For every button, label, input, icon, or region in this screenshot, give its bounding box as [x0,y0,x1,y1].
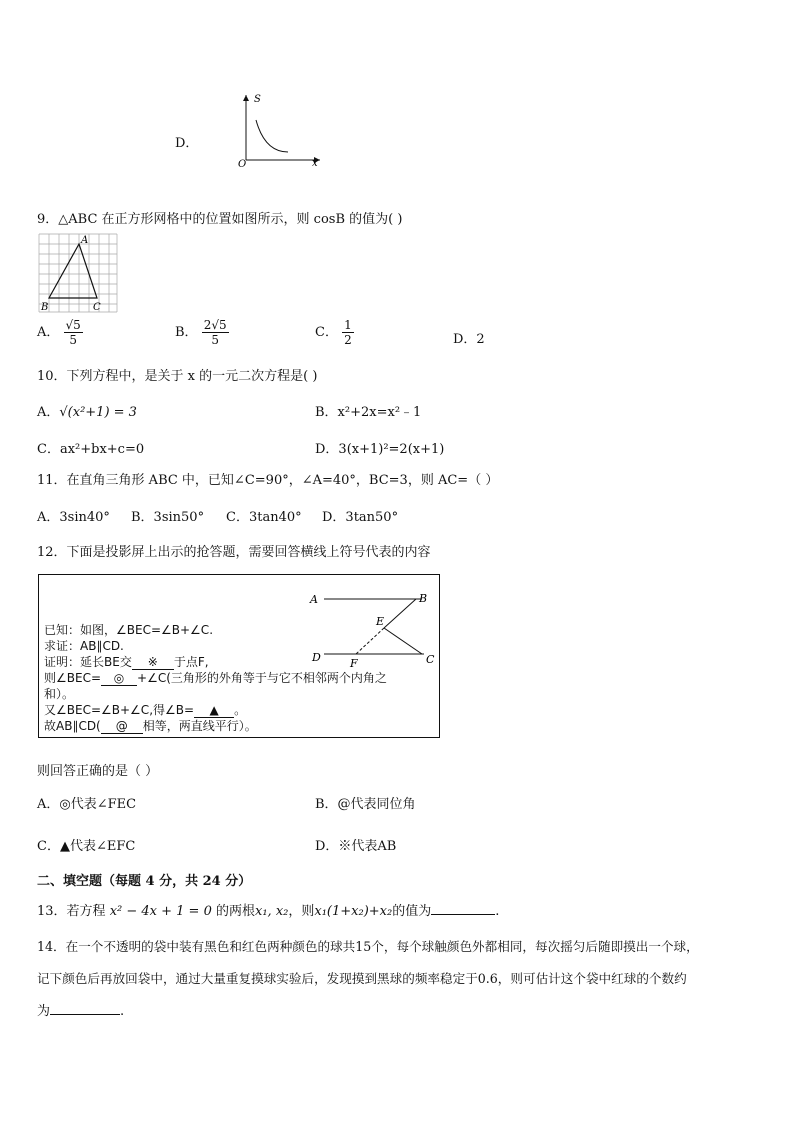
q9-option-c [315,318,354,347]
q14-line-3-a: 为 [37,1004,51,1019]
q12-projection-box [38,574,440,738]
q13-part-e: . [495,904,500,919]
q9-option-a-num: √5 [65,318,81,332]
q10-option-b: B．x²+2x=x²﹣1 [315,405,422,420]
q12-box-proof-1-b: 于点F, [173,655,209,669]
q12-label-a: A [310,593,318,606]
q12-box-proof-1 [44,653,209,670]
q12-option-b: B．@代表同位角 [315,797,416,812]
q9-option-c-den: 2 [344,333,352,347]
q13-part-c: ，则 [288,904,315,919]
q12-label-e: E [376,615,385,628]
q9-option-a [37,318,83,347]
q12-box-proof-4 [44,701,246,718]
q13-part-a: 13．若方程 [37,904,106,919]
q9-label-a: A [81,235,89,246]
q12-blank-circle: ◎ [101,671,137,686]
q9-label-c: C [93,302,101,313]
q12-option-a: A．◎代表∠FEC [37,797,137,812]
q9-option-c-fraction [342,318,354,347]
q12-box-proof-3: 和）。 [44,687,75,701]
q12-label-d: D [312,651,321,664]
q9-option-c-label: C． [315,325,338,340]
q12-box-proof-5-b: 相等，两直线平行）。 [142,719,257,733]
q12-blank-rice: ※ [132,655,174,670]
q9-option-b [175,318,229,347]
q8-graph-origin: O [238,159,247,170]
q12-box-proof-4-b: 。 [234,703,247,717]
q9-grid-figure [37,232,119,314]
q8-graph-d [228,90,328,170]
q14-line-3-b: . [120,1004,125,1019]
q9-option-b-den: 5 [211,333,219,347]
q13-part-b: 的两根 [216,904,256,919]
q9-label-b: B [41,302,49,313]
q14-answer-blank[interactable] [50,1003,120,1015]
q10-option-a-expr: √(x²+1) = 3 [59,405,137,420]
q12-label-c: C [426,653,435,666]
section-2-heading: 二、填空题（每题 4 分，共 24 分） [37,874,252,889]
q13-part-d: 的值为 [392,904,432,919]
q12-ask: 则回答正确的是（ ） [37,764,159,779]
q14-line-2: 记下颜色后再放回袋中，通过大量重复摸球实验后，发现摸到黑球的频率稳定于0.6，则可估计这个袋中红球的个数约 [37,971,687,986]
q12-box-proof-2 [44,669,387,686]
q8-graph-y-label: S [254,94,261,105]
q13 [37,900,499,919]
q12-box-proof-5-a: 故AB∥CD( [44,719,101,733]
q14-line-3 [37,1000,124,1019]
q10-option-d: D．3(x+1)²=2(x+1) [315,442,445,457]
q12-option-d: D．※代表AB [315,839,397,854]
q11-stem: 11．在直角三角形 ABC 中，已知∠C=90°，∠A=40°，BC=3，则 AC=（ ） [37,473,499,488]
q9-option-c-num: 1 [344,318,352,332]
q12-parallel-figure [304,585,439,670]
q13-roots: x₁, x₂ [255,904,289,919]
q9-option-a-den: 5 [69,333,77,347]
q10-stem: 10．下列方程中，是关于 x 的一元二次方程是( ) [37,369,318,384]
q12-box-proof-1-a: 证明：延长BE交 [44,655,132,669]
q12-label-b: B [419,592,428,605]
q12-box-prove: 求证：AB∥CD. [44,639,124,653]
q13-expression: x₁(1+x₂)+x₂ [314,904,393,919]
q12-box-proof-2-b: +∠C(三角形的外角等于与它不相邻两个内角之 [137,671,387,685]
q12-box-proof-2-a: 则∠BEC= [44,671,102,685]
q11-option-a: A．3sin40° [37,510,110,525]
q12-blank-triangle: ▲ [194,703,234,718]
q9-option-b-fraction [202,318,229,347]
q11-option-d: D．3tan50° [322,510,399,525]
q12-stem: 12．下面是投影屏上出示的抢答题，需要回答横线上符号代表的内容 [37,545,431,560]
q9-stem: 9．△ABC 在正方形网格中的位置如图所示，则 cosB 的值为( ) [37,212,403,227]
q9-option-d: D．2 [453,332,485,347]
q8-graph-x-label: x [312,158,318,169]
q12-box-proof-5 [44,717,257,734]
q9-option-a-label: A． [37,325,60,340]
q11-option-c: C．3tan40° [226,510,302,525]
q12-label-f: F [350,657,358,670]
q13-equation: x² − 4x + 1 = 0 [109,904,212,919]
q13-answer-blank[interactable] [431,903,495,915]
q9-option-b-label: B． [175,325,198,340]
q9-option-a-fraction [64,318,83,347]
q12-blank-at: @ [101,719,143,734]
q8-option-d-label: D． [175,136,199,151]
q9-option-b-num: 2√5 [203,318,227,332]
q11-option-b: B．3sin50° [131,510,205,525]
q10-option-c: C．ax²+bx+c=0 [37,442,145,457]
q12-option-c: C．▲代表∠EFC [37,839,136,854]
q12-box-proof-4-a: 又∠BEC=∠B+∠C,得∠B= [44,703,195,717]
q12-box-given: 已知：如图，∠BEC=∠B+∠C. [44,623,214,637]
q10-option-a-label: A． [37,405,60,420]
q10-option-a [37,401,137,420]
q14-line-1: 14．在一个不透明的袋中装有黑色和红色两种颜色的球共15个，每个球触颜色外都相同，每次摇匀后随即摸出一个球， [37,939,699,954]
